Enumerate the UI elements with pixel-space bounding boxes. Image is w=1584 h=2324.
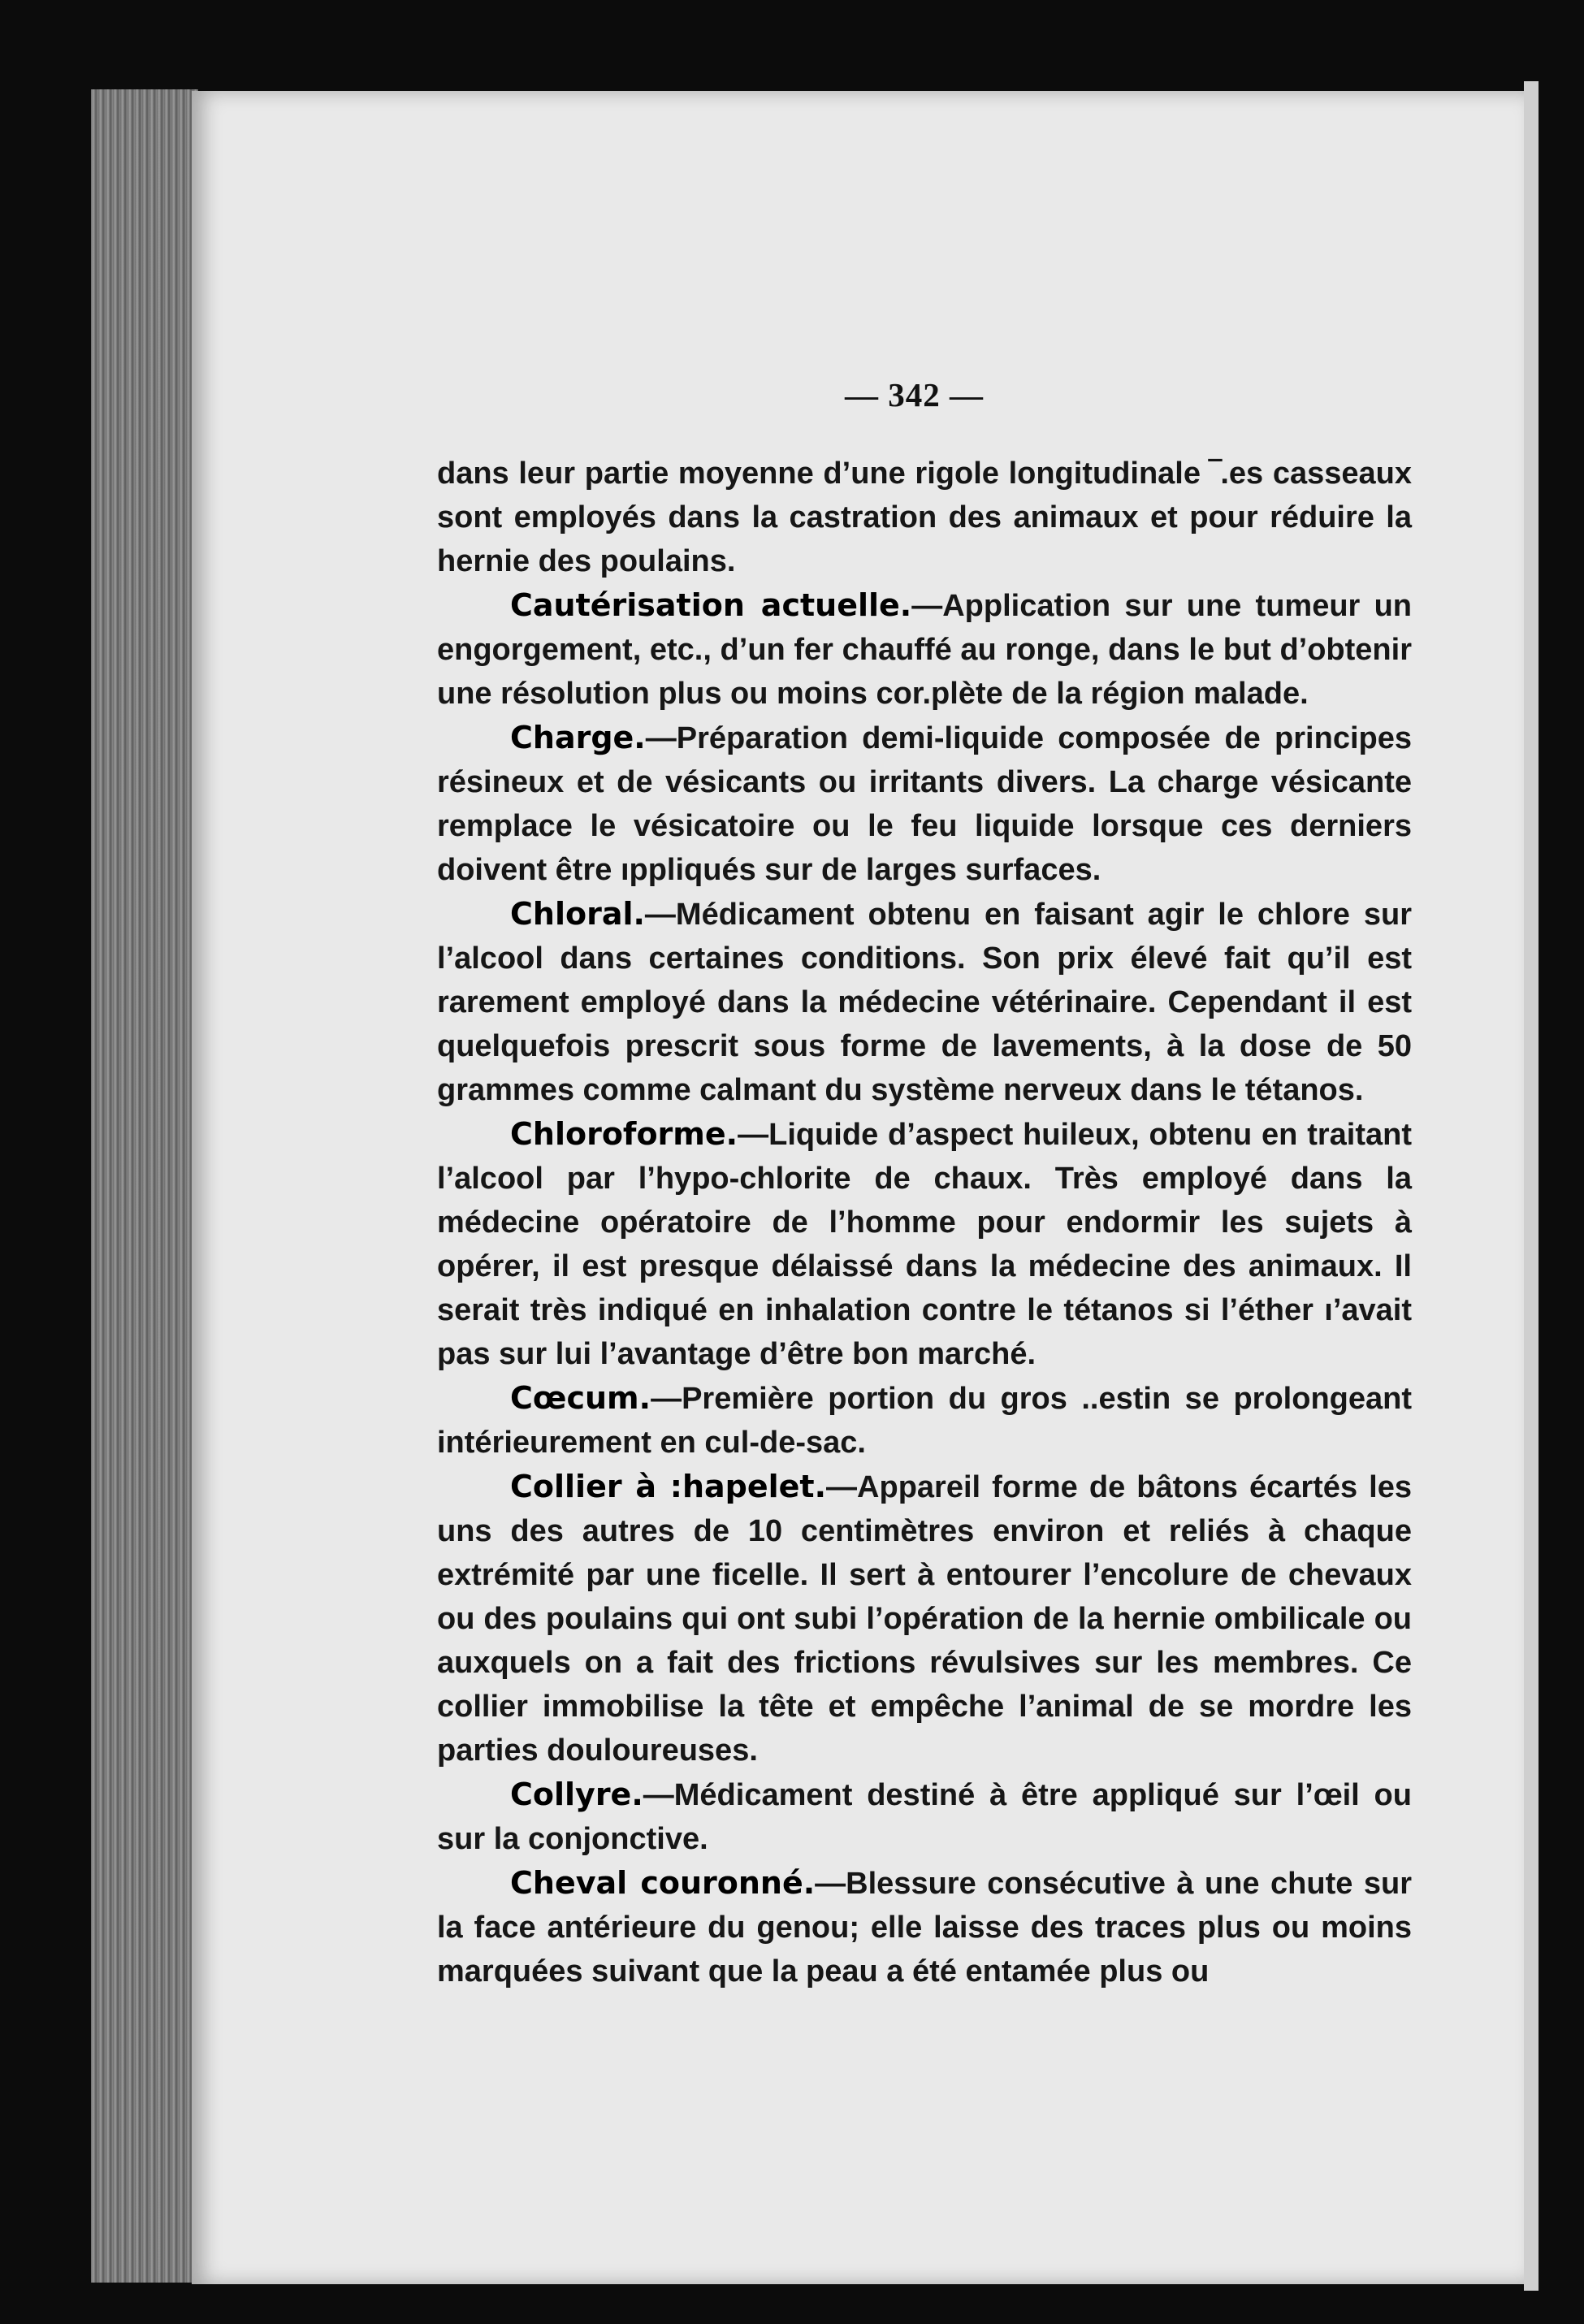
entry-cauterisation (437, 583, 1412, 716)
entry-definition: —Préparation demi-liquide composée de principes résineux et de vésicants ou irritants divers. La charge vésicante remplace le vésicatoire ou le feu liquide lorsque ces derniers doivent être ıppliqués sur de larges surfaces. (437, 721, 1412, 887)
page-number: — 342 — (845, 376, 984, 413)
entry-chloroforme (437, 1112, 1412, 1376)
entry-chloral (437, 892, 1412, 1112)
entry-collier-a-chapelet (437, 1465, 1412, 1772)
continuation-paragraph: dans leur partie moyenne d’une rigole longitudinale ‾.es casseaux sont employés dans la castration des animaux et pour réduire la hernie des poulains. (437, 457, 1412, 578)
entry-term: Collyre. (510, 1777, 643, 1812)
book-page-edges (91, 89, 198, 2283)
entry-definition: —Application sur une tumeur un engorgement, etc., d’un fer chauffé au ronge, dans le but d’obtenir une résolution plus ou moins cor.plète de la région malade. (437, 589, 1412, 711)
entry-term: Chloral. (510, 896, 645, 932)
entry-cheval-couronne (437, 1861, 1412, 1993)
entry-definition: —Médicament obtenu en faisant agir le chlore sur l’alcool dans certaines conditions. Son prix élevé fait qu’il est rarement employé dans la médecine vétérinaire. Cependant il est quelquefois prescrit sous forme de lavements, à la dose de 50 grammes comme calmant du système nerveux dans le tétanos. (437, 898, 1412, 1107)
entry-charge (437, 716, 1412, 892)
entry-definition: —Médicament destiné à être appliqué sur l’œil ou sur la conjonctive. (437, 1778, 1412, 1856)
entry-definition: —Liquide d’aspect huileux, obtenu en traitant l’alcool par l’hypo-chlorite de chaux. Très employé dans la médecine opératoire de l’homme pour endormir les sujets à opérer, il est presque délaissé dans la médecine des animaux. Il serait très indiqué en inhalation contre le tétanos si l’éther ı’avait pas sur lui l’avantage d’être bon marché. (437, 1118, 1412, 1371)
entry-coecum (437, 1376, 1412, 1465)
dictionary-text (437, 452, 1412, 1993)
entry-term: Cautérisation actuelle. (510, 587, 912, 623)
entry-definition: —Blessure consécutive à une chute sur la face antérieure du genou; elle laisse des traces plus ou moins marquées suivant que la peau a été entamée plus ou (437, 1867, 1412, 1989)
entry-term: Collier à :hapelet. (510, 1469, 827, 1504)
entry-term: Charge. (510, 720, 646, 755)
entry-term: Cheval couronné. (510, 1865, 816, 1901)
entry-definition: —Première portion du gros ..estin se prolongeant intérieurement en cul-de-sac. (437, 1382, 1412, 1460)
entry-collyre (437, 1772, 1412, 1861)
entry-term: Chloroforme. (510, 1116, 738, 1152)
right-page-edge (1524, 81, 1539, 2291)
entry-definition: —Appareil forme de bâtons écartés les uns des autres de 10 centimètres environ et reliés à chaque extrémité par une ficelle. Il sert à entourer l’encolure de chevaux ou des poulains qui ont subi l’opération de la hernie ombilicale ou auxquels on a fait des frictions révulsives sur les membres. Ce collier immobilise la tête et empêche l’animal de se mordre les parties douloureuses. (437, 1470, 1413, 1768)
entry-term: Cœcum. (510, 1380, 651, 1416)
